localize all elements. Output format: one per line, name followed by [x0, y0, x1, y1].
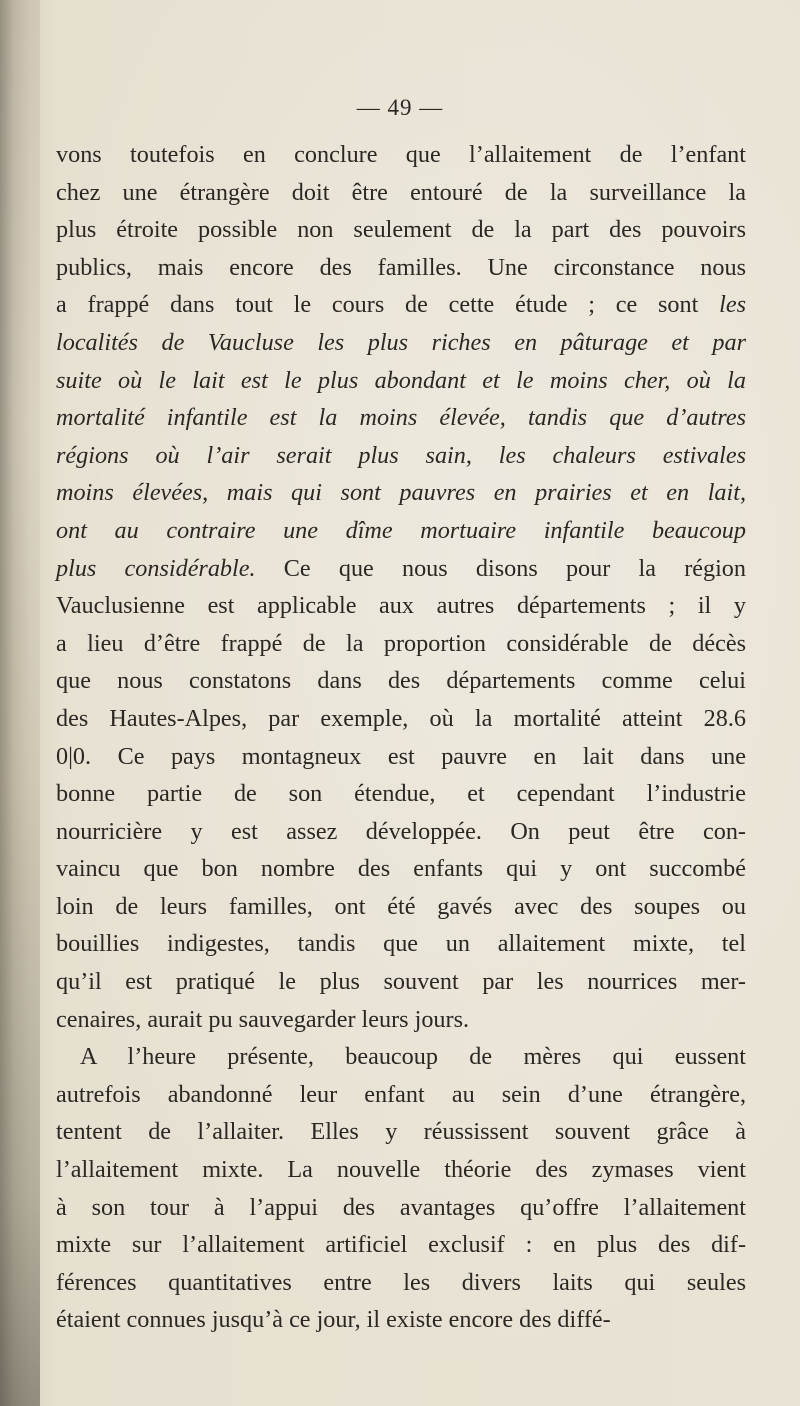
text-line [56, 587, 746, 625]
text-line [56, 700, 746, 738]
text-segment: qu’il est pratiqué le plus souvent par les nourrices mer- [56, 968, 746, 996]
text-segment: cenaires, aurait pu sauvegarder leurs jours. [56, 1005, 470, 1033]
text-segment: Vauclusienne est applicable aux autres départements ; il y [56, 592, 746, 620]
text-segment: A l’heure présente, beaucoup de mères qui eussent [80, 1043, 746, 1071]
text-segment: chez une étrangère doit être entouré de la surveillance la [56, 178, 746, 206]
text-line [56, 888, 746, 926]
text-line [56, 174, 746, 212]
text-line [56, 437, 746, 475]
italic-text-segment: suite où le lait est le plus abondant et le moins cher, où la [56, 366, 746, 394]
text-segment: vaincu que bon nombre des enfants qui y ont succombé [56, 855, 746, 883]
text-segment: des Hautes-Alpes, par exemple, où la mortalité atteint 28.6 [56, 704, 746, 732]
text-line [56, 1076, 746, 1114]
text-line [56, 775, 746, 813]
italic-text-segment: moins élevées, mais qui sont pauvres en prairies et en lait, [56, 479, 746, 507]
text-segment: plus étroite possible non seulement de la part des pouvoirs [56, 216, 746, 244]
text-line [56, 1113, 746, 1151]
text-line [56, 813, 746, 851]
text-line [56, 512, 746, 550]
text-line [56, 625, 746, 663]
text-line [56, 1001, 746, 1039]
text-line [56, 136, 746, 174]
text-segment: Ce que nous disons pour la région [255, 554, 746, 582]
text-line [56, 399, 746, 437]
text-segment: férences quantitatives entre les divers laits qui seules [56, 1268, 746, 1296]
text-line [56, 324, 746, 362]
text-segment: mixte sur l’allaitement artificiel exclusif : en plus des dif- [56, 1231, 746, 1259]
page-number: — 49 — [356, 95, 444, 120]
italic-text-segment: mortalité infantile est la moins élevée, tandis que d’autres [56, 404, 746, 432]
italic-text-segment: régions où l’air serait plus sain, les chaleurs estivales [56, 441, 746, 469]
text-line [56, 474, 746, 512]
text-line [56, 1264, 746, 1302]
text-line [56, 249, 746, 287]
text-line [56, 362, 746, 400]
text-segment: étaient connues jusqu’à ce jour, il existe encore des diffé- [56, 1306, 611, 1334]
text-segment: a frappé dans tout le cours de cette étude ; ce sont [56, 291, 720, 319]
text-segment: que nous constatons dans des départements comme celui [56, 667, 746, 695]
text-line [56, 1038, 746, 1076]
text-line [56, 286, 746, 324]
text-segment: à son tour à l’appui des avantages qu’offre l’allaitement [56, 1193, 746, 1221]
body-text [56, 136, 746, 1339]
text-segment: 0|0. Ce pays montagneux est pauvre en lait dans une [56, 742, 746, 770]
text-segment: l’allaitement mixte. La nouvelle théorie des zymases vient [56, 1156, 746, 1184]
text-line [56, 738, 746, 776]
text-segment: bonne partie de son étendue, et cependant l’industrie [56, 780, 746, 808]
text-segment: autrefois abandonné leur enfant au sein d’une étrangère, [56, 1080, 746, 1108]
text-segment: bouillies indigestes, tandis que un allaitement mixte, tel [56, 930, 746, 958]
italic-text-segment: ont au contraire une dîme mortuaire infantile beaucoup [56, 516, 746, 544]
text-segment: vons toutefois en conclure que l’allaitement de l’enfant [56, 141, 746, 168]
italic-text-segment: plus considérable. [56, 554, 256, 582]
italic-text-segment: les [719, 291, 746, 319]
text-line [56, 1189, 746, 1227]
text-segment: a lieu d’être frappé de la proportion considérable de décès [56, 629, 746, 657]
text-line [56, 662, 746, 700]
text-segment: tentent de l’allaiter. Elles y réussissent souvent grâce à [56, 1118, 746, 1146]
text-line [56, 1301, 746, 1339]
text-segment: loin de leurs familles, ont été gavés avec des soupes ou [56, 892, 746, 920]
text-line [56, 925, 746, 963]
text-line [56, 550, 746, 588]
text-segment: publics, mais encore des familles. Une circonstance nous [56, 253, 746, 281]
text-segment: nourricière y est assez développée. On peut être con- [56, 817, 746, 845]
text-line [56, 963, 746, 1001]
binding-gutter-shadow [0, 0, 40, 1406]
text-line [56, 850, 746, 888]
text-line [56, 1226, 746, 1264]
text-line [56, 1151, 746, 1189]
italic-text-segment: localités de Vaucluse les plus riches en pâturage et par [56, 328, 746, 356]
text-line [56, 211, 746, 249]
